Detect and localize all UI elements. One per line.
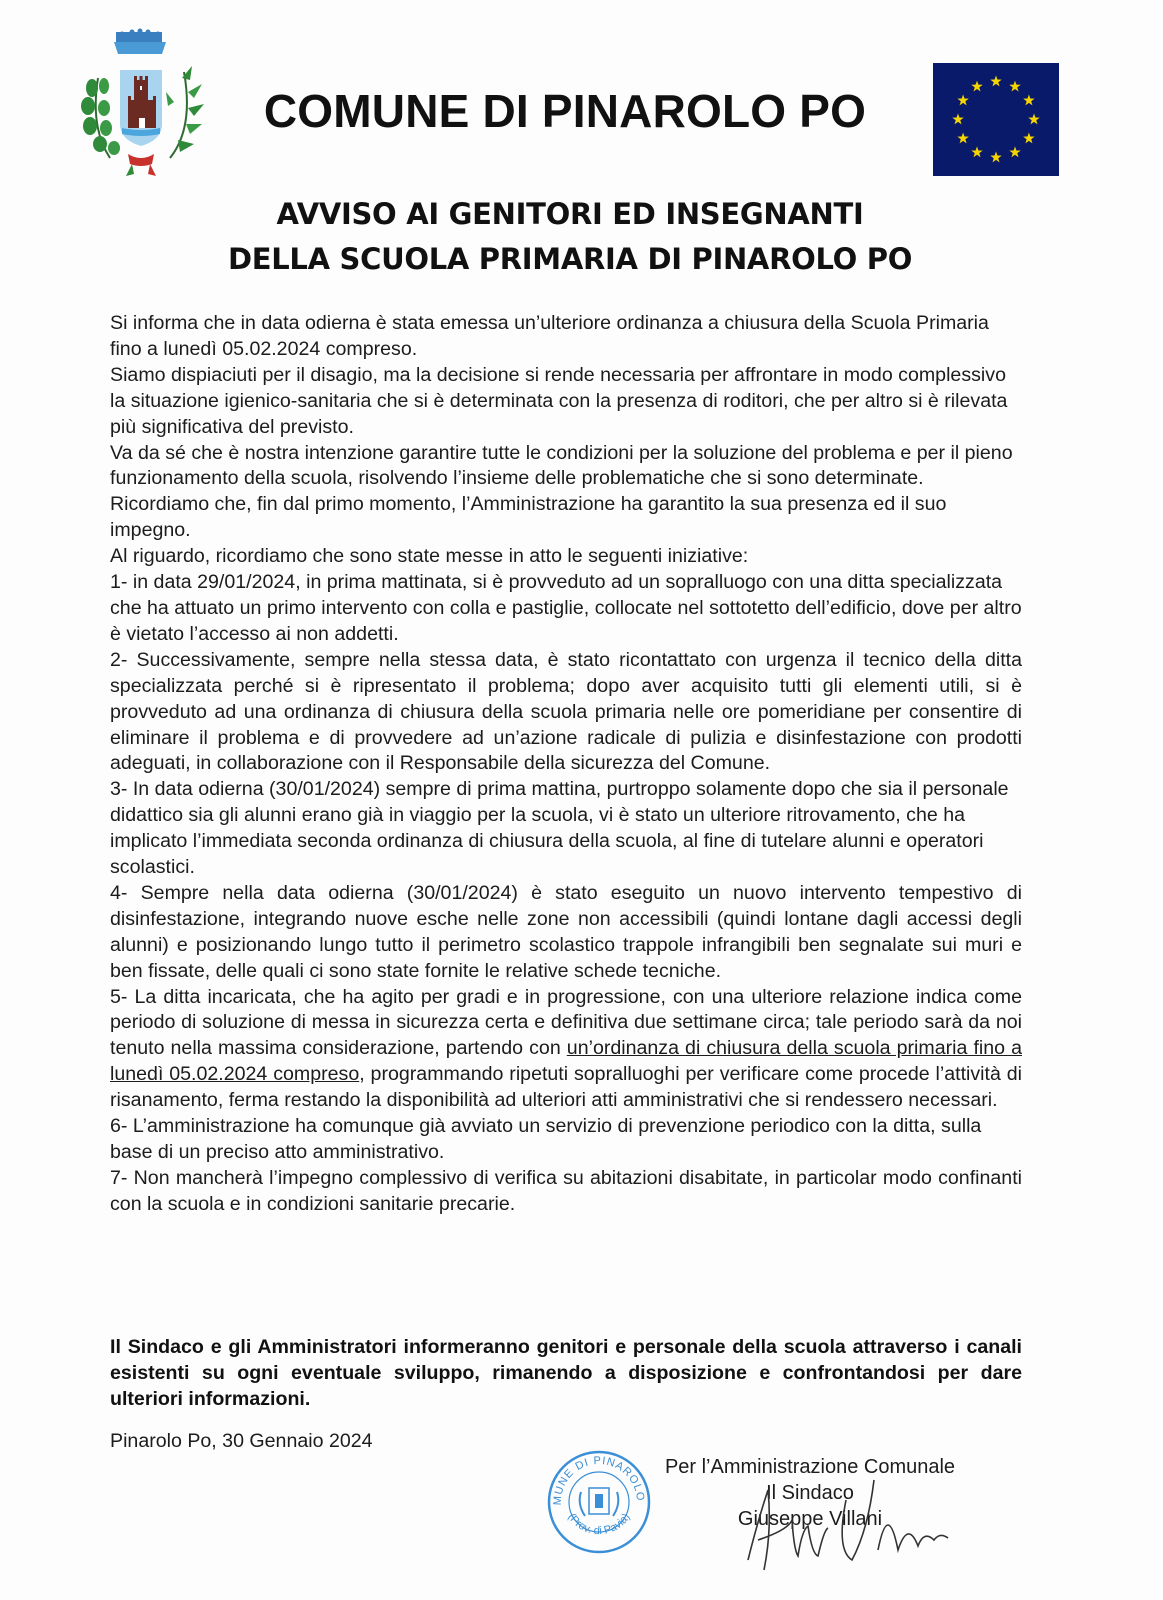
notice-title <box>120 192 1020 282</box>
paragraph-apology: Siamo dispiaciuti per il disagio, ma la decisione si rende necessaria per affrontare in modo complessivo la situazione igienico-sanitaria che si è determinata con la presenza di roditori, che per altro si è rilevata più significativa del previsto. <box>110 363 1008 438</box>
comune-title: COMUNE DI PINAROLO PO <box>263 85 867 137</box>
list-item-4: 4- Sempre nella data odierna (30/01/2024) è stato eseguito un nuovo intervento tempestivo di disinfestazione, integrando nuove esche nelle zone non accessibili (quindi lontane dagli accessi degli alunni) e posizionando lungo tutto il perimetro scolastico trappole infrangibili ben segnalate sui muri e ben fissate, delle quali ci sono state fornite le relative schede tecniche. <box>110 881 1022 982</box>
list-item-5 <box>110 985 1022 1115</box>
handwritten-signature-icon <box>728 1460 958 1580</box>
paragraph-intro: Si informa che in data odierna è stata emessa un’ulteriore ordinanza a chiusura della Scuola Primaria fino a lunedì 05.02.2024 compreso. <box>110 312 989 360</box>
notice-title-line-1: AVVISO AI GENITORI ED INSEGNANTI <box>276 197 864 231</box>
notice-body <box>110 311 1022 1218</box>
place-date: Pinarolo Po, 30 Gennaio 2024 <box>110 1430 373 1452</box>
list-item-1: 1- in data 29/01/2024, in prima mattinata, si è provveduto ad un sopralluogo con una ditta specializzata che ha attuato un primo intervento con colla e pastiglie, collocate nel sottotetto dell’edificio, dove per altro è vietato l’accesso ai non addetti. <box>110 571 1022 645</box>
list-item-5-part-b: , programmando ripetuti sopralluoghi per verificare come procede l’attività di risanamento, ferma restando la disponibilità ad ulteriori atti amministrativi che si rendessero necessari. <box>110 1063 1022 1112</box>
notice-title-line-2: DELLA SCUOLA PRIMARIA DI PINAROLO PO <box>227 242 913 276</box>
paragraph-intention: Va da sé che è nostra intenzione garantire tutte le condizioni per la soluzione del problema e per il pieno funzionamento della scuola, risolvendo l’insieme delle problematiche che si sono determinate. <box>110 441 1013 490</box>
list-item-7: 7- Non mancherà l’impegno complessivo di verifica su abitazioni disabitate, in particolar modo confinanti con la scuola e in condizioni sanitarie precarie. <box>110 1166 1022 1215</box>
paragraph-initiatives-intro: Al riguardo, ricordiamo che sono state messe in atto le seguenti iniziative: <box>110 545 749 568</box>
list-item-5-part-a: 5- La ditta incaricata, che ha agito per gradi e in progressione, con una ulteriore relazione indica come periodo di soluzione di messa in sicurezza certa e definitiva due settimane circa; tale periodo sarà da noi tenuto nella massima considerazione, partendo con <box>110 985 1022 1060</box>
list-item-2: 2- Successivamente, sempre nella stessa data, è stato ricontattato con urgenza il tecnico della ditta specializzata perché si è ripresentato il problema; dopo aver acquisito tutti gli elementi utili, si è provveduto ad una ordinanza di chiusura della scuola primaria nelle ore pomeridiane per consentire di eliminare il problema e di provvedere ad un’azione radicale di pulizia e disinfestazione con prodotti adeguati, in collaborazione con il Responsabile della sicurezza del Comune. <box>110 648 1022 775</box>
list-item-3: 3- In data odierna (30/01/2024) sempre di prima mattina, purtroppo solamente dopo che sia il personale didattico sia gli alunni erano già in viaggio per la scuola, vi è stato un ulteriore ritrovamento, che ha implicato l’immediata seconda ordinanza di chiusura della scuola, al fine di tutelare alunni e operatori scolastici. <box>110 778 1009 879</box>
closure-order-underlined: un’ordinanza di chiusura della scuola primaria fino a lunedì 05.02.2024 compreso <box>110 1037 1023 1086</box>
eu-flag-icon <box>933 63 1059 176</box>
svg-text:(Prov. di Pavia) <box>565 1511 632 1537</box>
paragraph-commitment: Ricordiamo che, fin dal primo momento, l’Amministrazione ha garantito la sua presenza ed il suo impegno. <box>110 493 947 542</box>
stamp-bottom-text: (Prov. di Pavia) <box>565 1511 633 1538</box>
list-item-6: 6- L’amministrazione ha comunque già avviato un servizio di prevenzione periodico con la ditta, sulla base di un preciso atto amministrativo. <box>110 1115 982 1163</box>
sign-line-role: Il Sindaco <box>766 1482 854 1504</box>
sign-line-administration: Per l’Amministrazione Comunale <box>664 1456 956 1478</box>
sign-line-name: Giuseppe Villani <box>737 1508 883 1530</box>
municipal-crest-icon <box>70 28 210 178</box>
closing-statement: Il Sindaco e gli Amministratori informeranno genitori e personale della scuola attraverso i canali esistenti su ogni eventuale sviluppo, rimanendo a disposizione e confrontandosi per dare ulteriori informazioni. <box>110 1336 1022 1410</box>
stamp-top-text: MUNE DI PINAROLO <box>551 1454 647 1506</box>
